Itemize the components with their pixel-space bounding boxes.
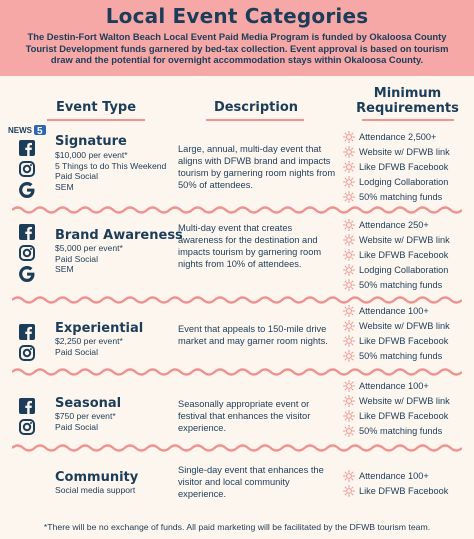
- requirement-item: 50% matching funds: [343, 277, 473, 292]
- requirement-item: Attendance 100+: [343, 379, 473, 394]
- requirement-item: Attendance 100+: [343, 469, 473, 484]
- sun-icon: [343, 176, 355, 188]
- instagram-icon: [19, 161, 35, 177]
- sun-icon: [343, 470, 355, 482]
- intro-text: The Destin-Fort Walton Beach Local Event Paid Media Program is funded by Okaloosa County Tourist Development funds garnered by bed-tax collection. Event approval is based on tourism draw and the potential for overnight accommodation stays within Okaloosa County.: [25, 31, 449, 65]
- requirement-item: 50% matching funds: [343, 189, 473, 204]
- news-5-logo: [8, 124, 48, 136]
- header-banner: [0, 0, 474, 76]
- requirement-item: Attendance 2,500+: [343, 130, 473, 145]
- instagram-icon: [19, 345, 35, 361]
- event-detail: Paid Social: [55, 346, 98, 357]
- news-badge-text: NEWS: [8, 126, 32, 135]
- event-price: $5,000 per event*: [55, 243, 123, 253]
- event-detail: Paid Social: [55, 253, 98, 264]
- requirement-item: Attendance 100+: [343, 304, 473, 319]
- event-detail: Social media support: [55, 485, 136, 495]
- event-detail: SEM: [55, 264, 74, 274]
- sun-icon: [343, 161, 355, 173]
- col-underline: [47, 119, 145, 121]
- event-description: Multi-day event that creates awareness for the destination and impacts tourism by garnering room nights from 10% of attendees.: [178, 223, 322, 269]
- google-icon: [19, 182, 35, 198]
- event-description: Single-day event that enhances the visitor and local community experience.: [178, 465, 324, 499]
- sun-icon: [343, 219, 355, 231]
- wave-divider: [12, 367, 462, 377]
- col-description: Description: [213, 100, 299, 115]
- requirement-item: Like DFWB Facebook: [343, 409, 473, 424]
- requirement-item: Attendance 250+: [343, 218, 473, 233]
- event-title: Community: [55, 470, 139, 485]
- requirement-item: Like DFWB Facebook: [343, 248, 473, 263]
- sun-icon: [343, 264, 355, 276]
- social-icons: [19, 324, 39, 366]
- event-description: Event that appeals to 150-mile drive market and may garner room nights.: [178, 324, 328, 346]
- facebook-icon: [19, 324, 35, 340]
- col-event-type: Event Type: [55, 100, 137, 115]
- sun-icon: [343, 350, 355, 362]
- instagram-icon: [19, 245, 35, 261]
- requirements-list: [343, 218, 473, 292]
- event-price: $750 per event*: [55, 411, 116, 421]
- sun-icon: [343, 320, 355, 332]
- event-details: [55, 485, 135, 496]
- event-title: Signature: [55, 134, 127, 149]
- event-detail: 5 Things to do This Weekend: [55, 160, 167, 171]
- news-badge-number: 5: [37, 126, 43, 136]
- event-detail: SEM: [55, 181, 74, 192]
- sun-icon: [343, 335, 355, 347]
- event-details: [55, 411, 116, 432]
- sun-icon: [343, 131, 355, 143]
- event-details: [55, 243, 123, 275]
- page-title: Local Event Categories: [105, 4, 369, 28]
- footer-note: *There will be no exchange of funds. All paid marketing will be facilitated by the DFWB tourism team.: [43, 522, 431, 532]
- instagram-icon: [19, 419, 35, 435]
- sun-icon: [343, 380, 355, 392]
- requirement-item: Website w/ DFWB link: [343, 394, 473, 409]
- requirement-item: 50% matching funds: [343, 423, 473, 438]
- requirement-item: Like DFWB Facebook: [343, 484, 473, 499]
- event-description: Large, annual, multi-day event that aligns with DFWB brand and impacts tourism by garnering room nights from 50% of attendees.: [178, 144, 336, 190]
- requirement-item: Website w/ DFWB link: [343, 145, 473, 160]
- sun-icon: [343, 305, 355, 317]
- sun-icon: [343, 191, 355, 203]
- sun-icon: [343, 279, 355, 291]
- sun-icon: [343, 234, 355, 246]
- sun-icon: [343, 395, 355, 407]
- event-price: $2,250 per event*: [55, 336, 123, 346]
- requirement-item: 50% matching funds: [343, 348, 473, 363]
- event-details: [55, 336, 123, 357]
- sun-icon: [343, 410, 355, 422]
- requirements-list: [343, 469, 473, 499]
- col-underline: [362, 119, 454, 121]
- event-title: Experiential: [55, 321, 144, 336]
- google-icon: [19, 266, 35, 282]
- social-icons: [19, 140, 39, 203]
- event-detail: Paid Social: [55, 171, 98, 181]
- requirement-item: Website w/ DFWB link: [343, 233, 473, 248]
- sun-icon: [343, 249, 355, 261]
- facebook-icon: [19, 224, 35, 240]
- social-icons: [19, 398, 39, 440]
- facebook-icon: [19, 398, 35, 414]
- event-title: Brand Awareness: [55, 228, 183, 243]
- requirement-item: Like DFWB Facebook: [343, 160, 473, 175]
- wave-divider: [12, 205, 462, 215]
- social-icons: [19, 224, 39, 287]
- requirement-item: Lodging Collaboration: [343, 174, 473, 189]
- requirement-item: Lodging Collaboration: [343, 262, 473, 277]
- sun-icon: [343, 425, 355, 437]
- event-detail: Paid Social: [55, 421, 98, 432]
- requirement-item: Website w/ DFWB link: [343, 319, 473, 334]
- event-price: $10,000 per event*: [55, 150, 128, 160]
- sun-icon: [343, 485, 355, 497]
- col-requirements: Minimum Requirements: [356, 86, 459, 116]
- requirements-list: [343, 304, 473, 363]
- event-description: Seasonally appropriate event or festival that enhances the visitor experience.: [178, 399, 311, 433]
- event-title: Seasonal: [55, 396, 122, 411]
- wave-divider: [12, 443, 462, 453]
- col-underline: [206, 119, 304, 121]
- event-details: [55, 150, 166, 192]
- requirement-item: Like DFWB Facebook: [343, 334, 473, 349]
- facebook-icon: [19, 140, 35, 156]
- requirements-list: [343, 379, 473, 438]
- sun-icon: [343, 146, 355, 158]
- requirements-list: [343, 130, 473, 204]
